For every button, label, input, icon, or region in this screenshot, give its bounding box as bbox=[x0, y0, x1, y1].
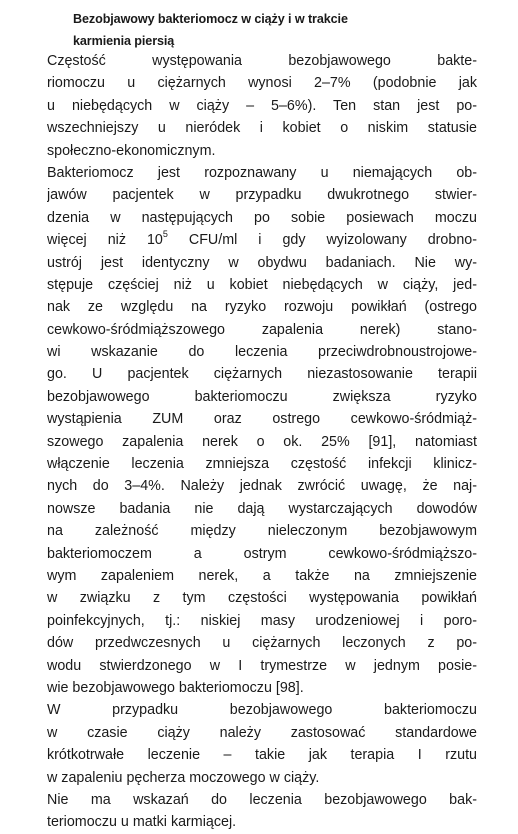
text-line: W przypadku bezobjawowego bakteriomoczu bbox=[47, 702, 477, 719]
text-line: Częstość występowania bezobjawowego bakte- bbox=[47, 53, 477, 69]
text-line: w czasie ciąży należy zastosować standardowe bbox=[47, 724, 477, 741]
paragraph bbox=[47, 162, 477, 699]
paragraph bbox=[47, 789, 477, 834]
text-line: Bakteriomocz jest rozpoznawany u niemających ob- bbox=[47, 164, 477, 181]
text-line: szowego zapalenia nerek o ok. 25% [91], natomiast bbox=[47, 433, 477, 450]
text-line: cewkowo-śródmiąższowego zapalenia nerek) stano- bbox=[47, 321, 477, 338]
text-line: wi wskazanie do leczenia przeciwdrobnoustrojowe- bbox=[47, 344, 477, 361]
section-heading-line-2: karmienia piersią bbox=[73, 34, 175, 48]
text-line: społeczno-ekonomicznym. bbox=[47, 142, 216, 159]
text-line: w zapaleniu pęcherza moczowego w ciąży. bbox=[47, 769, 320, 786]
text-line: nowsze badania nie dają wystarczających dowodów bbox=[47, 500, 477, 517]
text-line: teriomoczu u matki karmiącej. bbox=[47, 814, 237, 831]
text-line: wym zapaleniem nerek, a także na zmniejszenie bbox=[47, 567, 477, 584]
text-line: w związku z tym częstości występowania powikłań bbox=[47, 590, 477, 607]
text-fragment: CFU/ml i gdy wyizolowany drobno- bbox=[167, 232, 477, 249]
text-line: wie bezobjawowego bakteriomoczu [98]. bbox=[47, 679, 304, 696]
text-line: nych do 3–4%. Należy jednak zwrócić uwagę, że naj- bbox=[47, 478, 477, 495]
text-line: ustrój jest identyczny w obydwu badaniach. Nie wy- bbox=[47, 254, 477, 271]
text-line: stępuje częściej niż u kobiet niebędących w ciąży, jed- bbox=[47, 276, 477, 293]
superscript-exponent: 5 bbox=[162, 229, 168, 240]
paragraph bbox=[47, 699, 477, 789]
text-line: bezobjawowego bakteriomoczu zwiększa ryzyko bbox=[47, 388, 477, 405]
text-line: poinfekcyjnych, tj.: niskiej masy urodzeniowej i poro- bbox=[47, 612, 477, 629]
text-line: wystąpienia ZUM oraz ostrego cewkowo-śródmiąż- bbox=[47, 411, 477, 428]
text-line: u niebędących w ciąży – 5–6%). Ten stan jest po- bbox=[47, 97, 477, 114]
text-line bbox=[47, 229, 477, 251]
text-line: nak ze względu na ryzyko rozwoju powikłań (ostrego bbox=[47, 299, 477, 316]
text-line: krótkotrwałe leczenie – takie jak terapia I rzutu bbox=[47, 747, 477, 764]
paragraph bbox=[47, 50, 477, 162]
text-line: dzenia w następujących po sobie posiewach moczu bbox=[47, 209, 477, 226]
text-fragment: więcej niż 10 bbox=[47, 232, 163, 249]
text-line: riomoczu u ciężarnych wynosi 2–7% (podobnie jak bbox=[47, 75, 477, 92]
section-heading-line-1: Bezobjawowy bakteriomocz w ciąży i w trakcie bbox=[73, 12, 348, 26]
text-line: Nie ma wskazań do leczenia bezobjawowego bak- bbox=[47, 791, 477, 808]
body-text bbox=[47, 50, 477, 834]
text-line: bakteriomoczem a ostrym cewkowo-śródmiąższo- bbox=[47, 545, 477, 562]
text-line: dów przedwczesnych u ciężarnych leczonych z po- bbox=[47, 635, 477, 652]
text-line: włączenie leczenia zmniejsza częstość infekcji klinicz- bbox=[47, 456, 477, 473]
text-line: jawów pacjentek w przypadku dwukrotnego stwier- bbox=[47, 187, 477, 204]
text-line: na zależność między nieleczonym bezobjawowym bbox=[47, 523, 477, 540]
section-heading bbox=[73, 8, 453, 52]
text-line: wodu stwierdzonego w I trymestrze w jednym posie- bbox=[47, 657, 477, 674]
text-line: go. U pacjentek ciężarnych niezastosowanie terapii bbox=[47, 366, 477, 383]
text-line: wszechniejszy u nieródek i kobiet o niskim statusie bbox=[47, 120, 477, 137]
